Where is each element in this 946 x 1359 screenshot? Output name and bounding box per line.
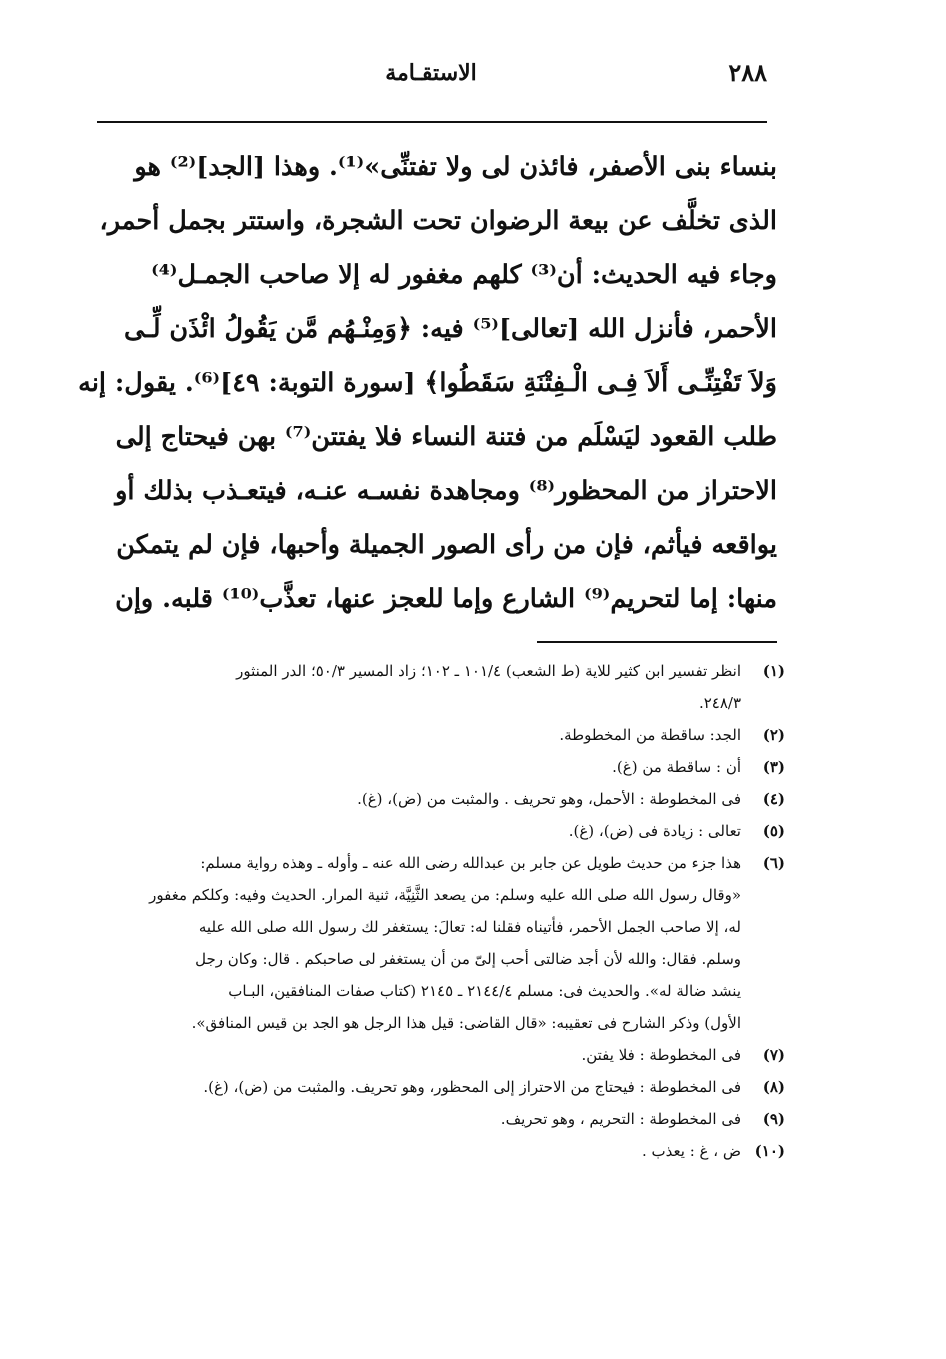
footnote-text [95,1039,741,1071]
footnote-line: انظر تفسير ابن كثير للاية (ط الشعب) ١٠١/٤ ـ ١٠٢؛ زاد المسير ٥٠/٣؛ الدر المنثور [236,662,741,680]
footnote-number: (٢) [762,726,785,744]
body-line: الاحتراز من المحظور⁽⁸⁾ ومجاهدة نفسـه عنـه، فيتعـذب بذلك أو [115,476,777,506]
footnote-10 [95,1135,785,1167]
footnote-9 [95,1103,785,1135]
footnote-line: فى المخطوطة : فيحتاج من الاحتراز إلى المحظور، وهو تحريف. والمثبت من (ض)، (غ). [203,1078,741,1096]
footnote-text [95,719,741,751]
footnote-1 [95,655,785,719]
footnote-number: (١) [762,662,785,680]
footnote-text [95,1135,741,1167]
footnote-line: فى المخطوطة : فلا يفتن. [581,1046,741,1064]
footnote-7 [95,1039,785,1071]
footnote-line: ٢٤٨/٣. [698,694,741,712]
footnote-number: (٩) [762,1110,785,1128]
footnote-text [95,751,741,783]
footnote-line: هذا جزء من حديث طويل عن جابر بن عبدالله رضى الله عنه ـ وأوله ـ وهذه رواية مسلم: [200,854,741,872]
footnote-line: فى المخطوطة : الأحمل، وهو تحريف . والمثبت من (ض)، (غ). [357,790,741,808]
footnote-line: ض ، غ : يعذب . [642,1142,741,1160]
footnote-number: (٣) [762,758,785,776]
footnote-text [95,1071,741,1103]
footnote-5 [95,815,785,847]
footnotes [95,655,785,1167]
footnote-number: (٧) [762,1046,785,1064]
body-line: يواقعه فيأثم، فإن من رأى الصور الجميلة وأحبها، فإن لم يتمكن [116,530,777,560]
footnote-number: (٦) [762,854,785,872]
footnote-line: له، إلا صاحب الجمل الأحمر، فأتيناه فقلنا له: تعالَ: يستغفر لك رسول الله صلى الله عليه [198,918,741,936]
footnote-text [95,655,741,719]
footnote-8 [95,1071,785,1103]
body-line: منها: إما لتحريم⁽⁹⁾ الشارع وإما للعجز عنها، تعذَّب⁽¹⁰⁾ قلبه. وإن [115,584,777,614]
footnote-number: (٨) [762,1078,785,1096]
page-number: ٢٨٨ [728,58,767,87]
footnote-line: أن : ساقطة من (غ). [612,758,741,776]
body-line: وجاء فيه الحديث: أن⁽³⁾ كلهم مغفور له إلا صاحب الجمـل⁽⁴⁾ [151,260,777,290]
footnote-number: (١٠) [754,1142,785,1160]
footnote-4 [95,783,785,815]
footnote-line: الجد: ساقطة من المخطوطة. [559,726,741,744]
footnote-line: وسلم. فقال: والله لأن أجد ضالتى أحب إلىّ من أن يستغفر لى صاحبكم . قال: وكان رجل [195,950,741,968]
footnote-text [95,847,741,1039]
body-line: الذى تخلَّف عن بيعة الرضوان تحت الشجرة، واستتر بجمل أحمر، [99,206,777,236]
footnote-line: الأول) وذكر الشارح فى تعقيبه: «قال القاضى: قيل هذا الرجل هو الجد بن قيس المنافق». [191,1014,741,1032]
header-rule [97,121,767,123]
body-line: وَلاَ تَفْتِنِّـى أَلاَ فِـى الْـفِتْنَةِ سَقَطُوا﴾ [سورة التوبة: ٤٩]⁽⁶⁾. يقول: إنه [78,368,777,398]
footnote-3 [95,751,785,783]
footnote-text [95,783,741,815]
footnote-line: «وقال رسول الله صلى الله عليه وسلم: من يصعد الثَّنِيَّة، ثنية المرار. الحديث وفيه: وكلكم مغفور [149,886,741,904]
footnote-6 [95,847,785,1039]
body-text [78,140,777,626]
footnote-text [95,1103,741,1135]
footnote-separator [537,641,777,643]
footnote-text [95,815,741,847]
footnote-2 [95,719,785,751]
running-title: الاستقـامة [385,60,477,86]
body-line: الأحمر، فأنزل الله [تعالى]⁽⁵⁾ فيه: ﴿وَمِنْـهُم مَّن يَقُولُ ائْذَن لِّـى [124,314,777,344]
footnote-line: فى المخطوطة : التحريم ، وهو تحريف. [500,1110,741,1128]
footnote-number: (٤) [762,790,785,808]
footnote-number: (٥) [762,822,785,840]
body-line: طلب القعود ليَسْلَم من فتنة النساء فلا يفتتن⁽⁷⁾ بهن فيحتاج إلى [115,422,777,452]
page-header [95,58,767,94]
footnote-line: تعالى : زيادة فى (ض)، (غ). [568,822,741,840]
footnote-line: ينشد ضالة له». والحديث فى: مسلم ٢١٤٤/٤ ـ ٢١٤٥ (كتاب صفات المنافقين، البـاب [228,982,741,1000]
body-line: بنساء بنى الأصفر، فائذن لى ولا تفتنِّى»⁽¹⁾. وهذا [الجد]⁽²⁾ هو [134,152,777,182]
